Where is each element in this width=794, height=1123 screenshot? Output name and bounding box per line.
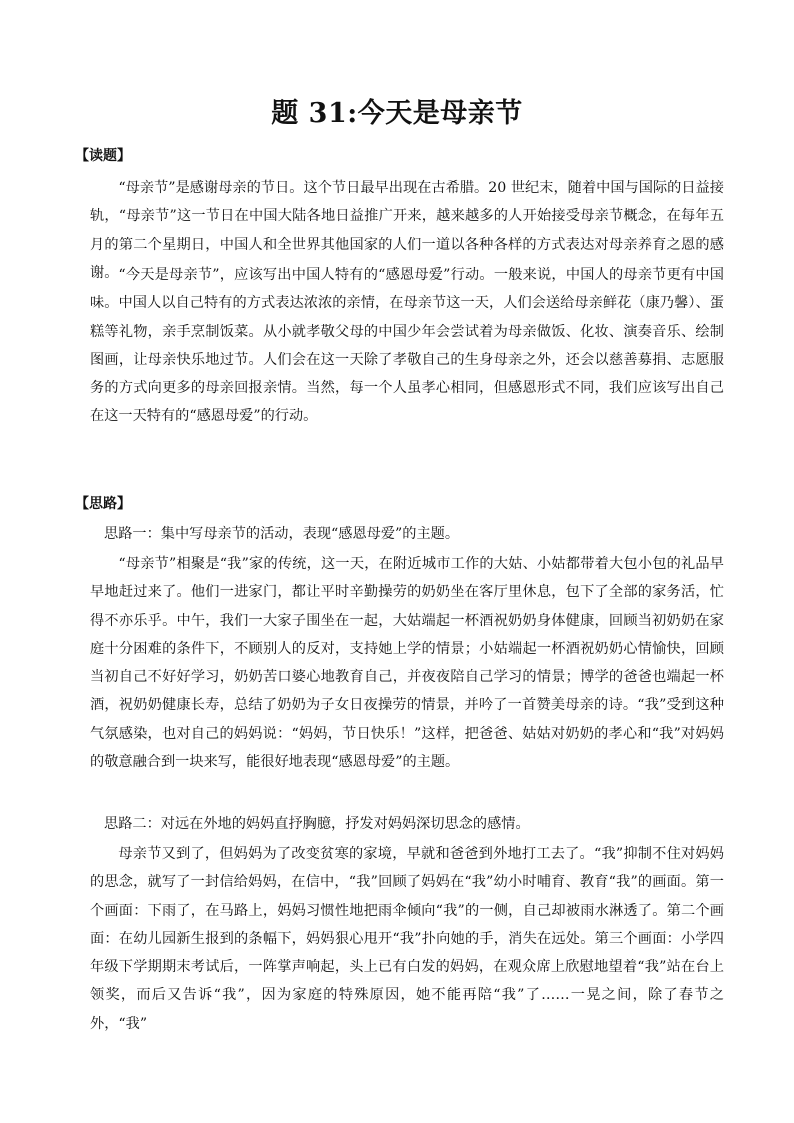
reading-paragraph-1: “母亲节”是感谢母亲的节日。这个节日最早出现在古希腊。20 世纪末，随着中国与国际的日益接轨，“母亲节”这一节日在中国大陆各地日益推广开来，越来越多的人开始接受母亲节概念，在每年五月的第二个星期日，中国人和全世界其他国家的人们一道以各种各样的方式表达对母亲养育之恩的感谢。 <box>90 180 724 281</box>
section-label-reading: 【读题】 <box>75 148 131 164</box>
reading-paragraph-2: “今天是母亲节”，应该写出中国人特有的“感恩母爱”行动。一般来说，中国人的母亲节更有中国味。中国人以自己特有的方式表达浓浓的亲情，在母亲节这一天，人们会送给母亲鲜花（康乃馨）、蛋糕等礼物，亲手烹制饭菜。从小就孝敬父母的中国少年会尝试着为母亲做饭、化妆、演奏音乐、绘制图画，让母亲快乐地过节。人们会在这一天除了孝敬自己的生身母亲之外，还会以慈善募捐、志愿服务的方式向更多的母亲回报亲情。当然，每一个人虽孝心相同，但感恩形式不同，我们应该写出自己在这一天特有的“感恩母爱”的行动。 <box>90 267 724 425</box>
section-label-ideas: 【思路】 <box>75 496 131 512</box>
page-title: 题 31:今天是母亲节 <box>271 98 523 129</box>
idea-one-heading: 思路一：集中写母亲节的活动，表现“感恩母爱”的主题。 <box>104 526 460 542</box>
idea-one-paragraph: “母亲节”相聚是“我”家的传统，这一天，在附近城市工作的大姑、小姑都带着大包小包的礼品早早地赶过来了。他们一进家门，都让平时辛勤操劳的奶奶坐在客厅里休息，包下了全部的家务活，忙得不亦乐乎。中午，我们一大家子围坐在一起，大姑端起一杯酒祝奶奶身体健康，回顾当初奶奶在家庭十分困难的条件下，不顾别人的反对，支持她上学的情景；小姑端起一杯酒祝奶奶心情愉快，回顾当初自己不好好学习，奶奶苦口婆心地教育自己，并夜夜陪自己学习的情景；博学的爸爸也端起一杯酒，祝奶奶健康长寿，总结了奶奶为子女日夜操劳的情景，并吟了一首赞美母亲的诗。“我”受到这种气氛感染，也对自己的妈妈说：“妈妈，节日快乐！”这样，把爸爸、姑姑对奶奶的孝心和“我”对妈妈的敬意融合到一块来写，能很好地表现“感恩母爱”的主题。 <box>90 556 724 771</box>
idea-two-paragraph: 母亲节又到了，但妈妈为了改变贫寒的家境，早就和爸爸到外地打工去了。“我”抑制不住对妈妈的思念，就写了一封信给妈妈，在信中，“我”回顾了妈妈在“我”幼小时哺育、教育“我”的画面。第一个画面：下雨了，在马路上，妈妈习惯性地把雨伞倾向“我”的一侧，自己却被雨水淋透了。第二个画面：在幼儿园新生报到的条幅下，妈妈狠心甩开“我”扑向她的手，消失在远处。第三个画面：小学四年级下学期期末考试后，一阵掌声响起，头上已有白发的妈妈，在观众席上欣慰地望着“我”站在台上领奖，而后又告诉“我”，因为家庭的特殊原因，她不能再陪“我”了……一晃之间，除了春节之外，“我” <box>90 846 724 1032</box>
idea-two-heading: 思路二：对远在外地的妈妈直抒胸臆，抒发对妈妈深切思念的感情。 <box>104 816 530 832</box>
